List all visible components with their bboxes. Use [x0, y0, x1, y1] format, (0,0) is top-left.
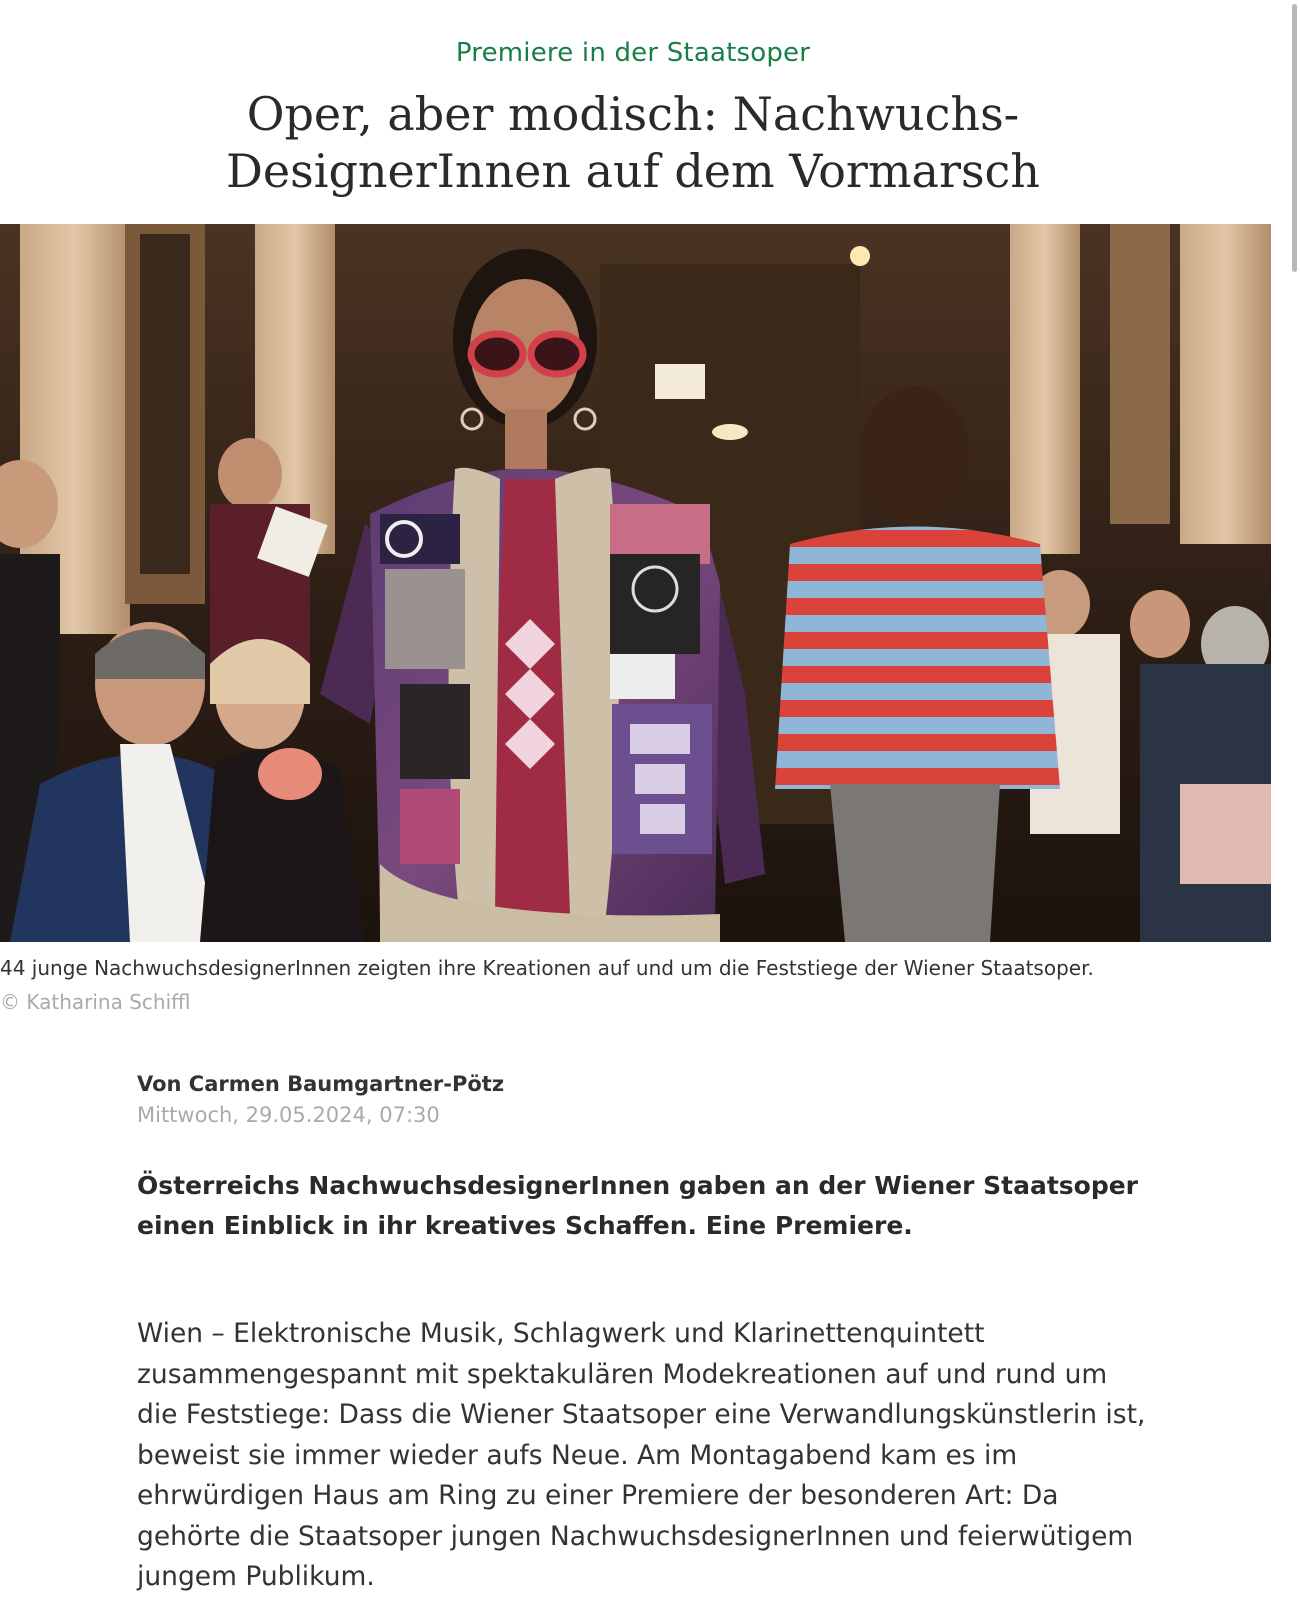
article-body-paragraph: Wien – Elektronische Musik, Schlagwerk und Klarinettenquintett zusammengespannt mit spektakulären Modekreationen auf und rund um die Feststiege: Dass die Wiener Staatsoper eine Verwandlungskünstlerin ist, beweist sie immer wieder aufs Neue. Am Montagabend kam es im ehrwürdigen Haus am Ring zu einer Premiere der besonderen Art: Da gehörte die Staatsoper jungen NachwuchsdesignerInnen und feierwütigem jungem Publikum.	[137, 1318, 1146, 1592]
scrollbar-thumb[interactable]	[1292, 4, 1297, 272]
image-credit: © Katharina Schiffl	[0, 990, 191, 1014]
article-date: Mittwoch, 29.05.2024, 07:30	[137, 1103, 440, 1127]
article-lead: Österreichs NachwuchsdesignerInnen gaben an der Wiener Staatsoper einen Einblick in ihr kreatives Schaffen. Eine Premiere.	[137, 1171, 1139, 1240]
article-author[interactable]: Von Carmen Baumgartner-Pötz	[137, 1072, 505, 1096]
headline-line-1: Oper, aber modisch: Nachwuchs-	[246, 87, 1020, 141]
article-headline	[200, 86, 1066, 200]
vertical-scrollbar[interactable]	[1288, 0, 1300, 1622]
headline-line-2: DesignerInnen auf dem Vormarsch	[226, 144, 1040, 198]
hero-photo[interactable]	[0, 224, 1271, 942]
fashion-show-photo	[0, 224, 1271, 942]
image-caption: 44 junge NachwuchsdesignerInnen zeigten ihre Kreationen auf und um die Feststiege der Wiener Staatsoper.	[0, 956, 1094, 980]
article-kicker: Premiere in der Staatsoper	[455, 38, 811, 68]
